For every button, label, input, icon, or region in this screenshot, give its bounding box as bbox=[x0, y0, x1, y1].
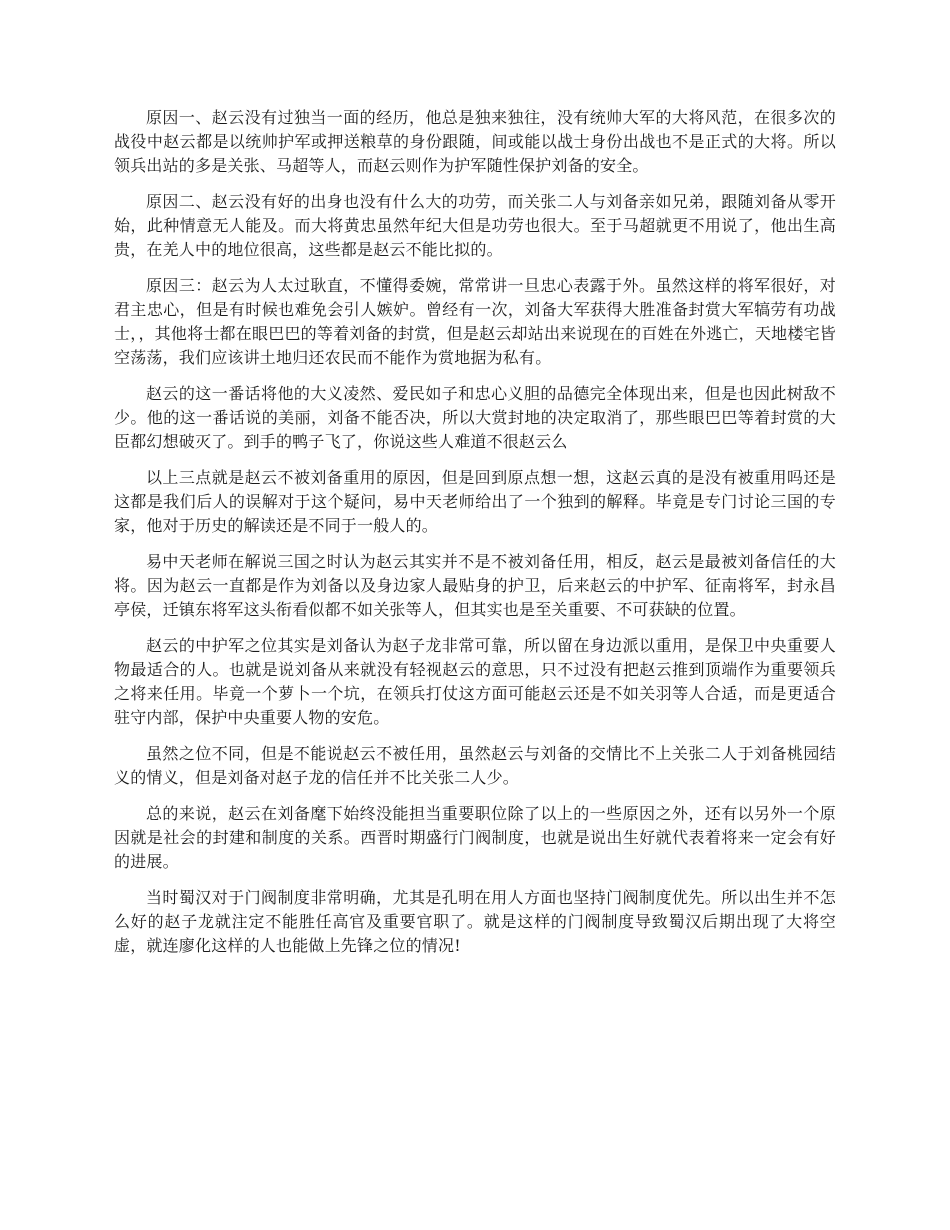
document-page bbox=[114, 106, 836, 970]
paragraph-6: 易中天老师在解说三国之时认为赵云其实并不是不被刘备任用，相反，赵云是最被刘备信任的大将。因为赵云一直都是作为刘备以及身边家人最贴身的护卫，后来赵云的中护军、征南将军，封永昌亭侯，迁镇东将军这头衔看似都不如关张等人，但其实也是至关重要、不可获缺的位置。 bbox=[114, 552, 836, 619]
paragraph-3: 原因三：赵云为人太过耿直，不懂得委婉，常常讲一旦忠心表露于外。虽然这样的将军很好，对君主忠心，但是有时候也难免会引人嫉妒。曾经有一次，刘备大军获得大胜准备封赏大军犒劳有功战士，，其他将士都在眼巴巴的等着刘备的封赏，但是赵云却站出来说现在的百姓在外逃亡，天地楼宅皆空荡荡，我们应该讲土地归还农民而不能作为赏地据为私有。 bbox=[114, 276, 836, 367]
paragraph-4: 赵云的这一番话将他的大义凌然、爱民如子和忠心义胆的品德完全体现出来，但是也因此树敌不少。他的这一番话说的美丽，刘备不能否决，所以大赏封地的决定取消了，那些眼巴巴等着封赏的大臣都幻想破灭了。到手的鸭子飞了，你说这些人难道不很赵云么 bbox=[114, 384, 836, 451]
paragraph-1: 原因一、赵云没有过独当一面的经历，他总是独来独往，没有统帅大军的大将风范，在很多次的战役中赵云都是以统帅护军或押送粮草的身份跟随，间或能以战士身份出战也不是正式的大将。所以领兵出站的多是关张、马超等人，而赵云则作为护军随性保护刘备的安全。 bbox=[114, 108, 836, 175]
paragraph-2: 原因二、赵云没有好的出身也没有什么大的功劳，而关张二人与刘备亲如兄弟，跟随刘备从零开始，此种情意无人能及。而大将黄忠虽然年纪大但是功劳也很大。至于马超就更不用说了，他出生高贵，在羌人中的地位很高，这些都是赵云不能比拟的。 bbox=[114, 192, 836, 259]
paragraph-8: 虽然之位不同，但是不能说赵云不被任用，虽然赵云与刘备的交情比不上关张二人于刘备桃园结义的情义，但是刘备对赵子龙的信任并不比关张二人少。 bbox=[114, 744, 836, 787]
paragraph-9: 总的来说，赵云在刘备麾下始终没能担当重要职位除了以上的一些原因之外，还有以另外一个原因就是社会的封建和制度的关系。西晋时期盛行门阀制度，也就是说出生好就代表着将来一定会有好的进展。 bbox=[114, 804, 836, 871]
paragraph-5: 以上三点就是赵云不被刘备重用的原因，但是回到原点想一想，这赵云真的是没有被重用吗还是这都是我们后人的误解对于这个疑问，易中天老师给出了一个独到的解释。毕竟是专门讨论三国的专家，他对于历史的解读还是不同于一般人的。 bbox=[114, 468, 836, 535]
paragraph-10: 当时蜀汉对于门阀制度非常明确，尤其是孔明在用人方面也坚持门阀制度优先。所以出生并不怎么好的赵子龙就注定不能胜任高官及重要官职了。就是这样的门阀制度导致蜀汉后期出现了大将空虚，就连廖化这样的人也能做上先锋之位的情况! bbox=[114, 888, 836, 955]
paragraph-7: 赵云的中护军之位其实是刘备认为赵子龙非常可靠，所以留在身边派以重用，是保卫中央重要人物最适合的人。也就是说刘备从来就没有轻视赵云的意思，只不过没有把赵云推到顶端作为重要领兵之将来任用。毕竟一个萝卜一个坑，在领兵打仗这方面可能赵云还是不如关羽等人合适，而是更适合驻守内部，保护中央重要人物的安危。 bbox=[114, 636, 836, 727]
